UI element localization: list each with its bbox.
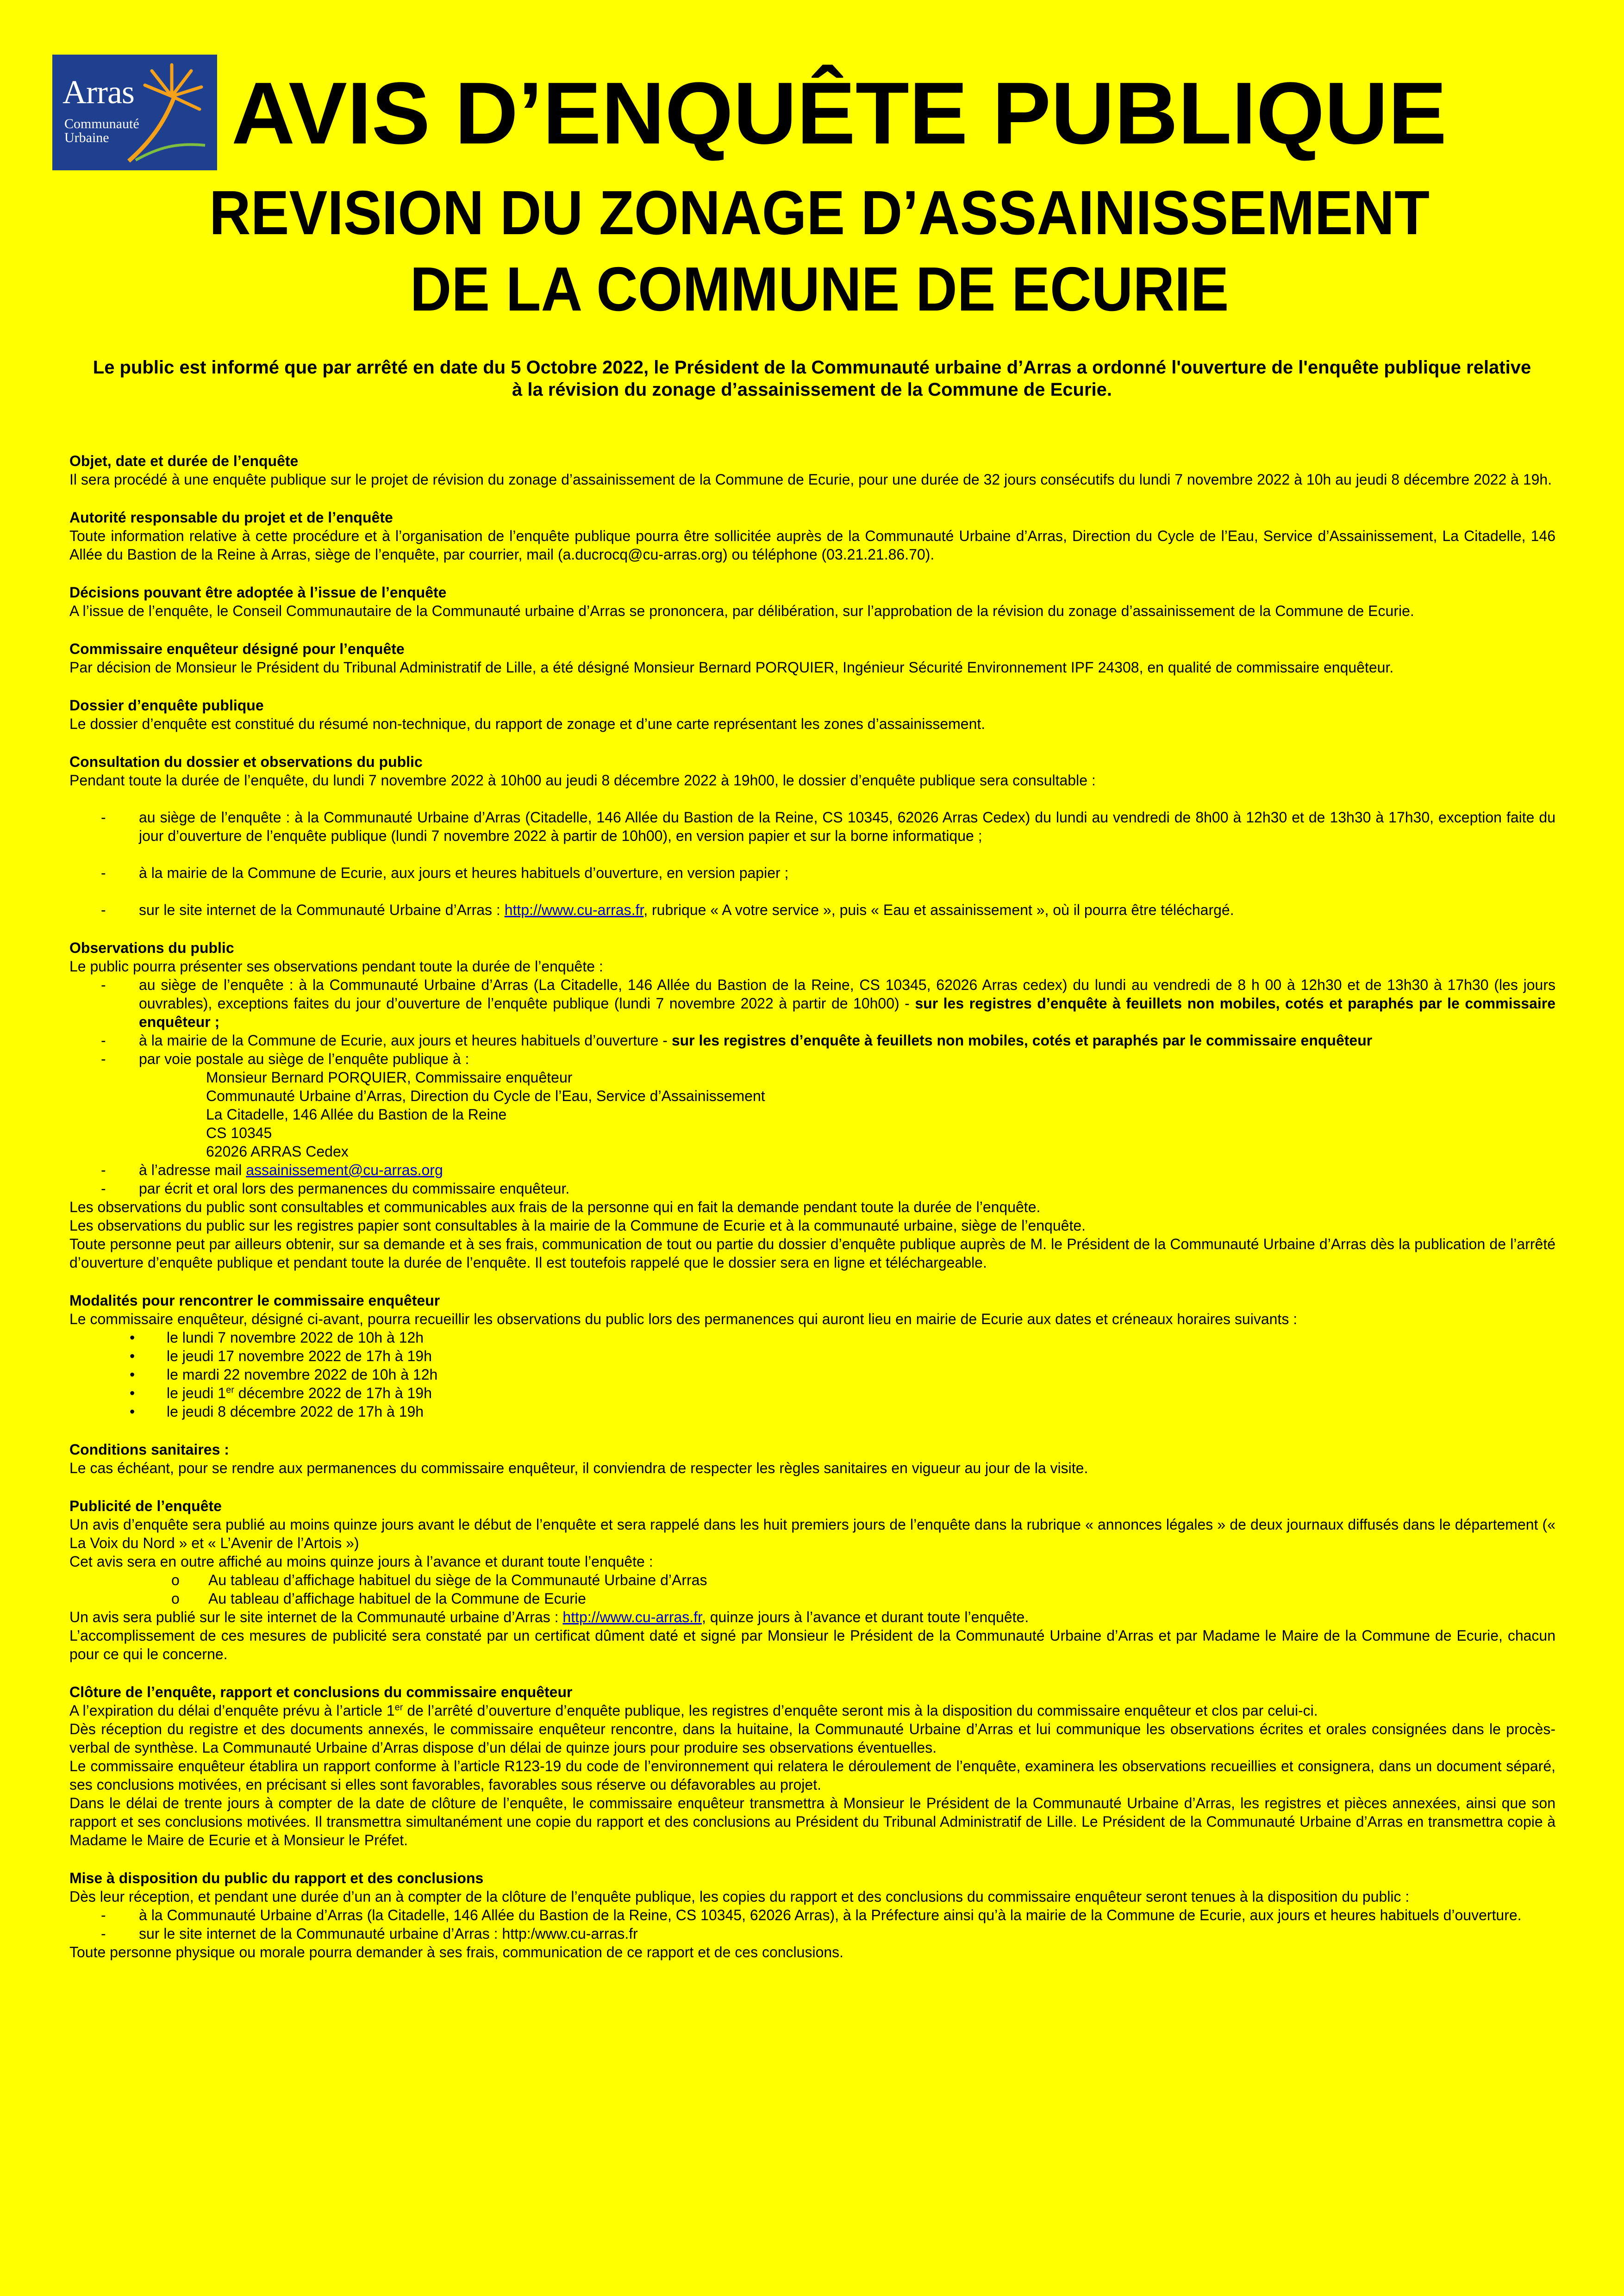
section-heading: Modalités pour rencontrer le commissaire enquêteur bbox=[69, 1292, 440, 1309]
list-item: • le mardi 22 novembre 2022 de 10h à 12h bbox=[130, 1366, 438, 1383]
section-heading: Clôture de l’enquête, rapport et conclusions du commissaire enquêteur bbox=[69, 1684, 573, 1700]
section-text: Dès réception du registre et des documents annexés, le commissaire enquêteur rencontre, dans la huitaine, la Communauté Urbaine d’Arras et lui communique les observations écrites et orales consignées dans le procès-verbal de synthèse. La Communauté Urbaine d’Arras dispose d’un délai de quinze jours pour produire ses observations éventuelles. bbox=[69, 1721, 1555, 1756]
section-text: Le commissaire enquêteur établira un rapport conforme à l’article R123-19 du code de l’environnement qui relatera le déroulement de l’enquête, examinera les observations recueillies et consignera, dans un document séparé, ses conclusions motivées, en précisant si elles sont favorables, favorables sous réserve ou défavorables au projet. bbox=[69, 1758, 1555, 1793]
page-subtitle-2: DE LA COMMUNE DE ECURIE bbox=[410, 254, 1229, 324]
section-text: Il sera procédé à une enquête publique sur le projet de révision du zonage d’assainissement de la Commune de Ecurie, pour une durée de 32 jours consécutifs du lundi 7 novembre 2022 à 10h au jeudi 8 décembre 2022 à 19h. bbox=[69, 471, 1552, 488]
section-text: Le public pourra présenter ses observations pendant toute la durée de l’enquête : bbox=[69, 958, 603, 975]
list-item: • le lundi 7 novembre 2022 de 10h à 12h bbox=[130, 1329, 424, 1346]
section-decisions bbox=[69, 583, 1555, 620]
section-text: Toute personne physique ou morale pourra demander à ses frais, communication de ce rapport et de ces conclusions. bbox=[69, 1944, 844, 1960]
section-text: Le dossier d’enquête est constitué du résumé non-technique, du rapport de zonage et d’une carte représentant les zones d’assainissement. bbox=[69, 716, 986, 732]
list-item: - à la Communauté Urbaine d’Arras (la Citadelle, 146 Allée du Bastion de la Reine, CS 10345, 62026 Arras), à la Préfecture ainsi qu’à la mairie de la Commune de Ecurie, aux jours et heures habituels d’ouverture. bbox=[101, 1907, 1522, 1923]
list-item: • le jeudi 1er décembre 2022 de 17h à 19h bbox=[130, 1385, 432, 1401]
section-publicite bbox=[69, 1497, 1555, 1663]
list-item: - sur le site internet de la Communauté urbaine d’Arras : http:/www.cu-arras.fr bbox=[101, 1925, 638, 1942]
list-item: - à la mairie de la Commune de Ecurie, aux jours et heures habituels d’ouverture - sur les registres d’enquête à feuillets non mobiles, cotés et paraphés par le commissaire enquêteur bbox=[101, 1032, 1373, 1049]
section-text: Les observations du public sur les registres papier sont consultables à la mairie de la Commune de Ecurie et à la communauté urbaine, siège de l’enquête. bbox=[69, 1217, 1086, 1234]
section-heading: Dossier d’enquête publique bbox=[69, 697, 264, 714]
section-heading: Décisions pouvant être adoptée à l’issue de l’enquête bbox=[69, 584, 447, 601]
section-mise-a-disposition bbox=[69, 1869, 1555, 1961]
list-item: - à la mairie de la Commune de Ecurie, aux jours et heures habituels d’ouverture, en version papier ; bbox=[101, 865, 789, 881]
section-text: Par décision de Monsieur le Président du Tribunal Administratif de Lille, a été désigné Monsieur Bernard PORQUIER, Ingénieur Sécurité Environnement IPF 24308, en qualité de commissaire enquêteur. bbox=[69, 659, 1394, 676]
section-heading: Autorité responsable du projet et de l’enquête bbox=[69, 509, 393, 526]
section-text: Toute personne peut par ailleurs obtenir, sur sa demande et à ses frais, communication de tout ou partie du dossier d’enquête publique auprès de M. le Président de la Communauté Urbaine d’Arras dès la publication de l’arrêté d’ouverture d’enquête publique et pendant toute la durée de l’enquête. Il est toutefois rappelé que le dossier sera en ligne et téléchargeable. bbox=[69, 1236, 1555, 1271]
section-text: Le commissaire enquêteur, désigné ci-avant, pourra recueillir les observations du public lors des permanences qui auront lieu en mairie de Ecurie aux dates et créneaux horaires suivants : bbox=[69, 1311, 1298, 1327]
section-objet bbox=[69, 452, 1555, 489]
section-text: A l’issue de l’enquête, le Conseil Communautaire de la Communauté urbaine d’Arras se prononcera, par délibération, sur l’approbation de la révision du zonage d’assainissement de la Commune de Ecurie. bbox=[69, 603, 1414, 619]
list-item: - sur le site internet de la Communauté Urbaine d’Arras : http://www.cu-arras.fr, rubrique « A votre service », puis « Eau et assainissement », où il pourra être téléchargé. bbox=[101, 902, 1234, 918]
section-consultation bbox=[69, 753, 1555, 919]
logo bbox=[52, 55, 217, 170]
email-link[interactable]: assainissement@cu-arras.org bbox=[246, 1162, 443, 1178]
section-dossier bbox=[69, 696, 1555, 733]
section-heading: Publicité de l’enquête bbox=[69, 1498, 222, 1514]
section-text: L’accomplissement de ces mesures de publicité sera constaté par un certificat dûment daté et signé par Monsieur le Président de la Communauté Urbaine d’Arras et par Madame le Maire de la Commune de Ecurie, chacun pour ce qui le concerne. bbox=[69, 1627, 1555, 1662]
logo-name: Arras bbox=[62, 74, 134, 111]
website-link[interactable]: http://www.cu-arras.fr bbox=[504, 902, 644, 918]
page-subtitle-1: REVISION DU ZONAGE D’ASSAINISSEMENT bbox=[209, 178, 1430, 248]
section-cloture bbox=[69, 1683, 1555, 1849]
section-heading: Conditions sanitaires : bbox=[69, 1441, 229, 1458]
logo-sub: Communauté Urbaine bbox=[64, 116, 139, 145]
section-text: Pendant toute la durée de l’enquête, du lundi 7 novembre 2022 à 10h00 au jeudi 8 décembre 2022 à 19h00, le dossier d’enquête publique sera consultable : bbox=[69, 772, 1096, 789]
section-heading: Objet, date et durée de l’enquête bbox=[69, 453, 299, 469]
sun-icon bbox=[52, 55, 217, 170]
website-link[interactable]: http://www.cu-arras.fr bbox=[562, 1609, 702, 1625]
list-item: - à l’adresse mail assainissement@cu-arras.org bbox=[101, 1162, 443, 1178]
section-text: Les observations du public sont consultables et communicables aux frais de la personne qui en fait la demande pendant toute la durée de l’enquête. bbox=[69, 1199, 1041, 1215]
page-title: AVIS D’ENQUÊTE PUBLIQUE bbox=[231, 64, 1447, 162]
section-heading: Observations du public bbox=[69, 940, 234, 956]
section-autorite bbox=[69, 508, 1555, 564]
section-text: Un avis sera publié sur le site internet de la Communauté urbaine d’Arras : http://www.cu-arras.fr, quinze jours à l’avance et durant toute l’enquête. bbox=[69, 1609, 1029, 1625]
list-item: o Au tableau d’affichage habituel de la Commune de Ecurie bbox=[171, 1590, 586, 1607]
intro-paragraph: Le public est informé que par arrêté en date du 5 Octobre 2022, le Président de la Communauté urbaine d’Arras a ordonné l'ouverture de l'enquête publique relative à la révision du zonage d’assainissement de la Commune de Ecurie. bbox=[93, 357, 1531, 400]
section-text: Un avis d’enquête sera publié au moins quinze jours avant le début de l’enquête et sera rappelé dans les huit premiers jours de l’enquête dans la rubrique « annonces légales » de deux journaux diffusés dans le département (« La Voix du Nord » et « L’Avenir de l’Artois ») bbox=[69, 1516, 1555, 1551]
list-item: - par voie postale au siège de l’enquête publique à : bbox=[101, 1051, 469, 1067]
section-text: Cet avis sera en outre affiché au moins quinze jours à l’avance et durant toute l’enquête : bbox=[69, 1553, 653, 1570]
section-heading: Commissaire enquêteur désigné pour l’enquête bbox=[69, 641, 405, 657]
section-heading: Mise à disposition du public du rapport et des conclusions bbox=[69, 1870, 484, 1886]
section-text: Le cas échéant, pour se rendre aux permanences du commissaire enquêteur, il conviendra de respecter les règles sanitaires en vigueur au jour de la visite. bbox=[69, 1460, 1088, 1476]
section-text: Dans le délai de trente jours à compter de la date de clôture de l’enquête, le commissaire enquêteur transmettra à Monsieur le Président de la Communauté Urbaine d’Arras, les registres et pièces annexées, ainsi que son rapport et ses conclusions motivées. Il transmettra simultanément une copie du rapport et des conclusions au Président du Tribunal Administratif de Lille. Le Président de la Communauté Urbaine d’Arras en transmettra copie à Madame le Maire de Ecurie et à Monsieur le Préfet. bbox=[69, 1795, 1555, 1848]
list-item: o Au tableau d’affichage habituel du siège de la Communauté Urbaine d’Arras bbox=[171, 1572, 707, 1588]
notice-body bbox=[69, 452, 1555, 1961]
list-item: - au siège de l’enquête : à la Communauté Urbaine d’Arras (La Citadelle, 146 Allée du Bastion de la Reine, CS 10345, 62026 Arras cedex) du lundi au vendredi de 8 h 00 à 12h30 et de 13h30 à 17h30 (les jours ouvrables), exceptions faites du jour d’ouverture de l’enquête publique (lundi 7 novembre 2022 à partir de 10h00) - sur les registres d’enquête à feuillets non mobiles, cotés et paraphés par le commissaire enquêteur ; bbox=[101, 977, 1556, 1030]
section-text: Toute information relative à cette procédure et à l’organisation de l’enquête publique pourra être sollicitée auprès de la Communauté Urbaine d’Arras, Direction du Cycle de l’Eau, Service d’Assainissement, La Citadelle, 146 Allée du Bastion de la Reine à Arras, siège de l’enquête, par courrier, mail (a.ducrocq@cu-arras.org) ou téléphone (03.21.21.86.70). bbox=[69, 528, 1555, 563]
list-item: - par écrit et oral lors des permanences du commissaire enquêteur. bbox=[101, 1180, 570, 1197]
section-observations bbox=[69, 939, 1555, 1272]
list-item: • le jeudi 8 décembre 2022 de 17h à 19h bbox=[130, 1403, 424, 1420]
section-commissaire bbox=[69, 640, 1555, 677]
list-item: • le jeudi 17 novembre 2022 de 17h à 19h bbox=[130, 1348, 432, 1364]
section-text: A l’expiration du délai d’enquête prévu à l’article 1er de l’arrêté d’ouverture d’enquête publique, les registres d’enquête seront mis à la disposition du commissaire enquêteur et clos par celui-ci. bbox=[69, 1702, 1318, 1719]
postal-address: Monsieur Bernard PORQUIER, Commissaire enquêteur Communauté Urbaine d’Arras, Direction du Cycle de l’Eau, Service d’Assainissement La Citadelle, 146 Allée du Bastion de la Reine CS 10345 62026 ARRAS Cedex bbox=[206, 1069, 765, 1160]
section-text: Dès leur réception, et pendant une durée d’un an à compter de la clôture de l’enquête publique, les copies du rapport et des conclusions du commissaire enquêteur seront tenues à la disposition du public : bbox=[69, 1888, 1410, 1905]
section-heading: Consultation du dossier et observations du public bbox=[69, 753, 423, 770]
list-item: - au siège de l’enquête : à la Communauté Urbaine d’Arras (Citadelle, 146 Allée du Bastion de la Reine, CS 10345, 62026 Arras Cedex) du lundi au vendredi de 8h00 à 12h30 et de 13h30 à 17h30, exception faite du jour d’ouverture de l’enquête publique (lundi 7 novembre 2022 à partir de 10h00), en version papier et sur la borne informatique ; bbox=[101, 809, 1555, 844]
section-sanitaires bbox=[69, 1440, 1555, 1477]
section-modalites bbox=[69, 1291, 1555, 1421]
